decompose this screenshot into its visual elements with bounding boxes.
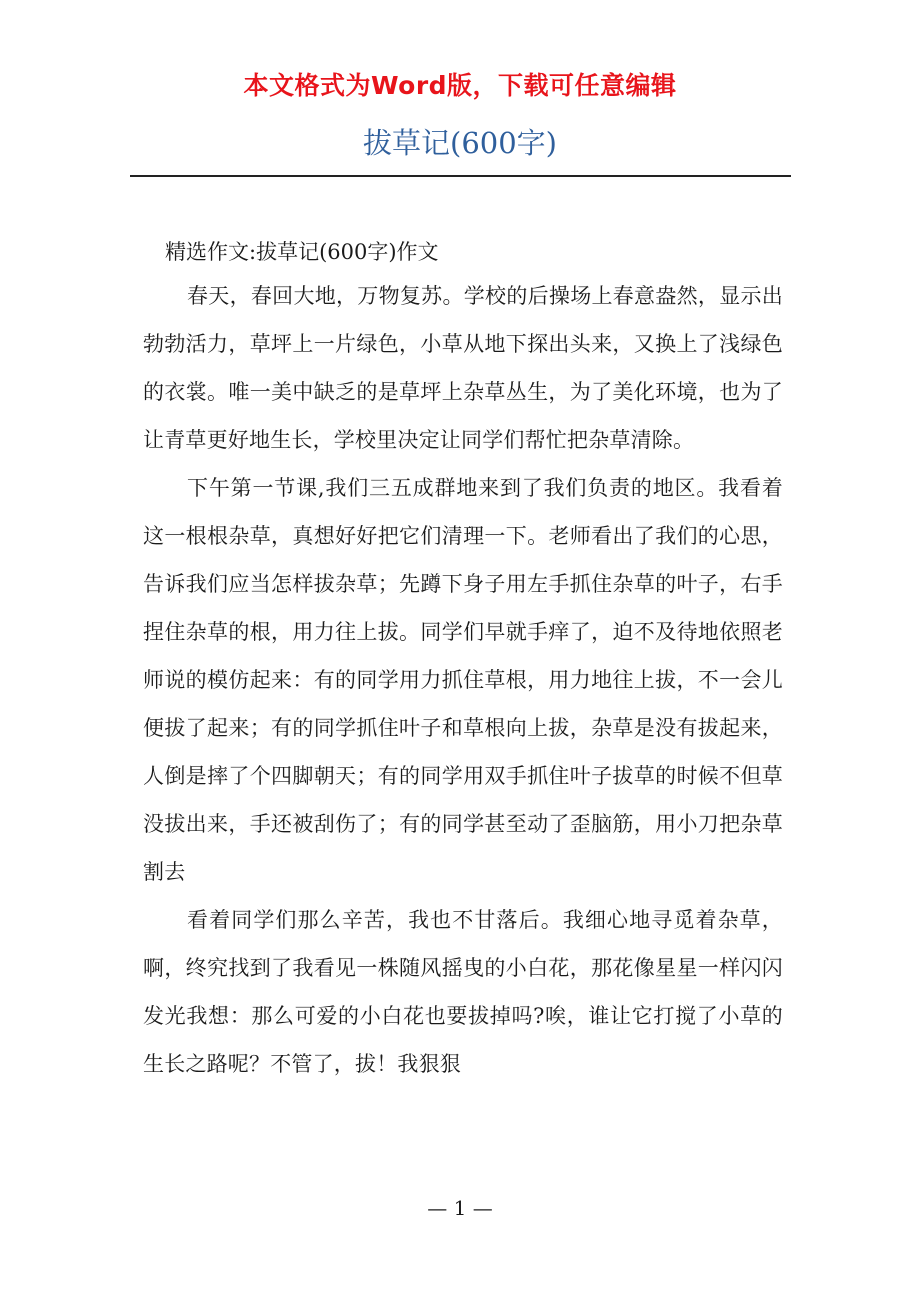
header-divider: [130, 175, 791, 177]
paragraph-2: 下午第一节课,我们三五成群地来到了我们负责的地区。我看着这一根根杂草，真想好好把它们清理一下。老师看出了我们的心思，告诉我们应当怎样拔杂草；先蹲下身子用左手抓住杂草的叶子，右手捏住杂草的根，用力往上拔。同学们早就手痒了，迫不及待地依照老师说的模仿起来：有的同学用力抓住草根，用力地往上拔，不一会儿便拔了起来；有的同学抓住叶子和草根向上拔，杂草是没有拔起来，人倒是摔了个四脚朝天；有的同学用双手抓住叶子拔草的时候不但草没拔出来，手还被刮伤了；有的同学甚至动了歪脑筋，用小刀把杂草割去: [143, 476, 783, 884]
essay-subtitle: 精选作文:拔草记(600字)作文: [165, 240, 439, 264]
format-notice-banner: 本文格式为Word版，下载可任意编辑: [243, 71, 677, 100]
document-body: [143, 232, 783, 1088]
paragraph-3: 看着同学们那么辛苦，我也不甘落后。我细心地寻觅着杂草，啊，终究找到了我看见一株随风摇曳的小白花，那花像星星一样闪闪发光我想：那么可爱的小白花也要拔掉吗?唉，谁让它打搅了小草的生长之路呢？不管了，拔！我狠狠: [143, 908, 783, 1076]
page-number: — 1 —: [427, 1196, 493, 1220]
document-title: 拔草记(600字): [363, 126, 557, 160]
paragraph-1: 春天，春回大地，万物复苏。学校的后操场上春意盎然，显示出勃勃活力，草坪上一片绿色，小草从地下探出头来，又换上了浅绿色的衣裳。唯一美中缺乏的是草坪上杂草丛生，为了美化环境，也为了让青草更好地生长，学校里决定让同学们帮忙把杂草清除。: [143, 284, 783, 452]
